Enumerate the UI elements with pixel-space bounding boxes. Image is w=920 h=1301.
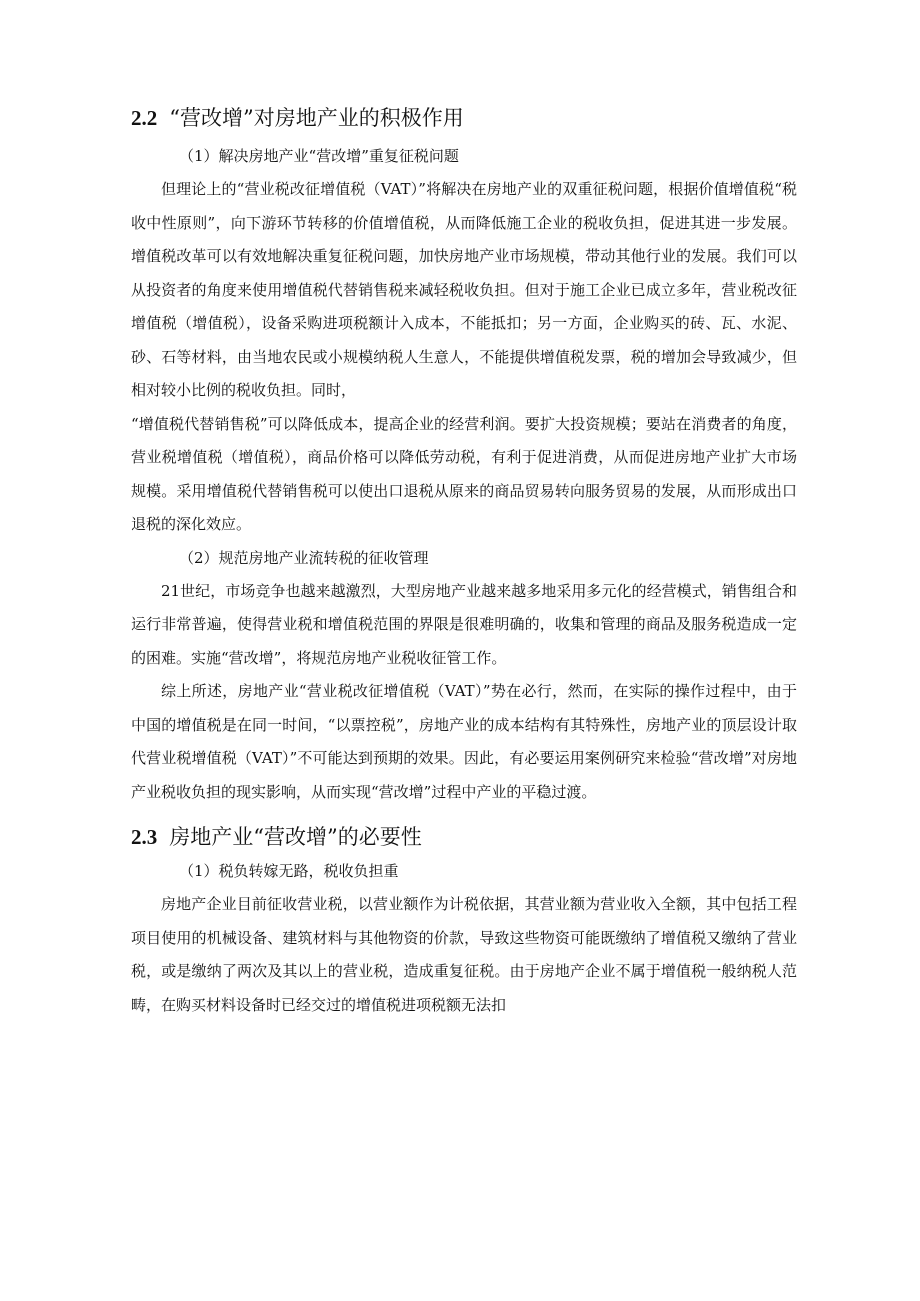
section-heading-2-2 <box>131 102 797 134</box>
paragraph: 但理论上的“营业税改征增值税（VAT）”将解决在房地产业的双重征税问题，根据价值增值税“税收中性原则”，向下游环节转移的价值增值税，从而降低施工企业的税收负担，促进其进一步发展。增值税改革可以有效地解决重复征税问题，加快房地产业市场规模，带动其他行业的发展。我们可以从投资者的角度来使用增值税代替销售税来减轻税收负担。但对于施工企业已成立多年，营业税改征增值税（增值税），设备采购进项税额计入成本，不能抵扣；另一方面，企业购买的砖、瓦、水泥、砂、石等材料，由当地农民或小规模纳税人生意人，不能提供增值税发票，税的增加会导致减少，但相对较小比例的税收负担。同时， <box>131 180 797 399</box>
paragraph: 综上所述，房地产业“营业税改征增值税（VAT）”势在必行，然而，在实际的操作过程中，由于中国的增值税是在同一时间，“以票控税”，房地产业的成本结构有其特殊性，房地产业的顶层设计取代营业税增值税（VAT）”不可能达到预期的效果。因此，有必要运用案例研究来检验“营改增”对房地产业税收负担的现实影响，从而实现“营改增”过程中产业的平稳过渡。 <box>131 682 797 801</box>
paragraph: 房地产企业目前征收营业税，以营业额作为计税依据，其营业额为营业收入全额，其中包括工程项目使用的机械设备、建筑材料与其他物资的价款，导致这些物资可能既缴纳了增值税又缴纳了营业税，或是缴纳了两次及其以上的营业税，造成重复征税。由于房地产企业不属于增值税一般纳税人范畴，在购买材料设备时已经交过的增值税进项税额无法扣 <box>131 895 797 1014</box>
section-number: 2.2 <box>131 106 158 130</box>
section-heading-2-3 <box>131 821 797 853</box>
paragraph: 21世纪，市场竞争也越来越激烈，大型房地产业越来越多地采用多元化的经营模式，销售组合和运行非常普遍，使得营业税和增值税范围的界限是很难明确的，收集和管理的商品及服务税造成一定的困难。实施“营改增”，将规范房地产业税收征管工作。 <box>131 581 797 667</box>
subheading-1: （1）解决房地产业“营改增”重复征税问题 <box>179 147 459 165</box>
subheading-2: （2）规范房地产业流转税的征收管理 <box>179 548 429 567</box>
section-title: 房地产业“营改增”的必要性 <box>169 825 422 849</box>
subheading-1: （1）税负转嫁无路，税收负担重 <box>179 862 399 880</box>
section-title: “营改增”对房地产业的积极作用 <box>169 106 464 130</box>
page-content <box>131 102 797 1022</box>
paragraph: “增值税代替销售税”可以降低成本，提高企业的经营利润。要扩大投资规模；要站在消费者的角度，营业税增值税（增值税），商品价格可以降低劳动税，有利于促进消费，从而促进房地产业扩大市场规模。采用增值税代替销售税可以使出口退税从原来的商品贸易转向服务贸易的发展，从而形成出口退税的深化效应。 <box>131 414 797 533</box>
section-number: 2.3 <box>131 825 158 849</box>
